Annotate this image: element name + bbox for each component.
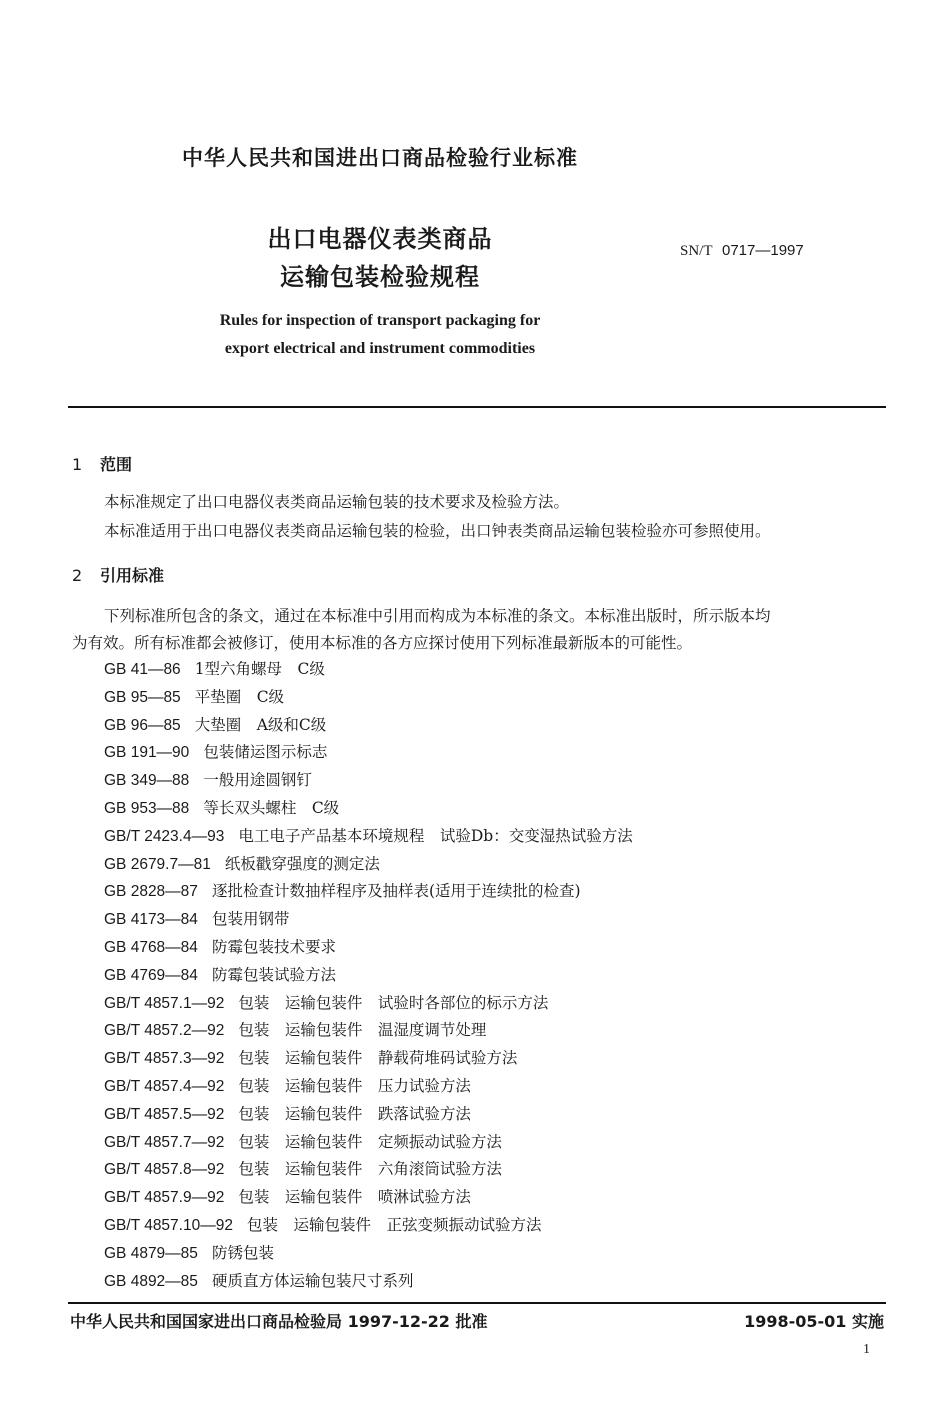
reference-title: 包装储运图示标志 [203,743,328,762]
reference-code: GB/T 4857.1—92 [104,994,225,1012]
reference-item [104,990,884,1018]
reference-code: GB/T 4857.10—92 [104,1216,233,1234]
title-cn-line-1: 出口电器仪表类商品 [267,225,493,253]
reference-code: GB/T 4857.2—92 [104,1022,225,1040]
reference-code: GB 4768—84 [104,938,198,956]
reference-code: GB 191—90 [104,744,190,762]
reference-title: 一般用途圆钢钉 [203,771,312,790]
reference-item [104,795,884,823]
implementation-date: 1998-05-01 实施 [744,1312,884,1331]
section-title: 范围 [100,455,133,474]
scope-paragraph-1: 本标准规定了出口电器仪表类商品运输包装的技术要求及检验方法。 [104,493,570,511]
reference-title: 包装用钢带 [211,910,290,929]
reference-code: GB 4879—85 [104,1244,198,1262]
reference-title: 包装 运输包装件 试验时各部位的标示方法 [238,993,549,1012]
reference-code: GB 4892—85 [104,1272,198,1290]
references-intro-line-1: 下列标准所包含的条文，通过在本标准中引用而构成为本标准的条文。本标准出版时，所示版本均 [104,607,771,625]
reference-item [104,934,884,962]
reference-code: GB 96—85 [104,716,181,734]
reference-code: GB 4173—84 [104,911,198,929]
reference-item [104,878,884,906]
references-intro-line-2: 为有效。所有标准都会被修订，使用本标准的各方应探讨使用下列标准最新版本的可能性。 [72,634,693,652]
reference-item [104,851,884,879]
reference-item [104,1017,884,1045]
reference-item [104,1184,884,1212]
reference-item [104,1129,884,1157]
reference-code: GB 349—88 [104,772,190,790]
reference-item [104,1156,884,1184]
reference-title: 包装 运输包装件 跌落试验方法 [238,1104,471,1123]
title-en-line-1: Rules for inspection of transport packaging for [219,312,541,329]
reference-code: GB 4769—84 [104,966,198,984]
reference-title: 等长双头螺柱 C级 [203,798,340,817]
standard-prefix: SN/T [680,243,713,259]
reference-code: GB/T 4857.9—92 [104,1189,225,1207]
reference-item [104,1045,884,1073]
reference-item [104,656,884,684]
reference-title: 防霉包装技术要求 [211,937,336,956]
standard-code [680,242,804,260]
reference-item [104,767,884,795]
approval-line: 中华人民共和国国家进出口商品检验局 1997-12-22 批准 [70,1312,488,1331]
reference-item [104,712,884,740]
page-number: 1 [863,1342,870,1357]
reference-item [104,1101,884,1129]
reference-title: 电工电子产品基本环境规程 试验Db：交变湿热试验方法 [238,826,633,845]
reference-item [104,906,884,934]
section-title: 引用标准 [100,566,165,585]
reference-code: GB/T 4857.4—92 [104,1077,225,1095]
section-heading-references [72,563,164,586]
reference-title: 包装 运输包装件 正弦变频振动试验方法 [246,1215,542,1234]
reference-title: 防锈包装 [211,1243,274,1262]
issuing-body-header: 中华人民共和国进出口商品检验行业标准 [182,146,578,170]
reference-code: GB/T 4857.5—92 [104,1105,225,1123]
reference-item [104,1268,884,1296]
reference-item [104,739,884,767]
standard-number: 0717—1997 [721,242,804,259]
reference-title: 逐批检查计数抽样程序及抽样表(适用于连续批的检查) [211,882,581,901]
reference-title: 大垫圈 A级和C级 [194,715,327,734]
section-number: 1 [72,455,83,474]
reference-item [104,1240,884,1268]
title-en-line-2: export electrical and instrument commodities [224,340,536,357]
reference-item [104,1073,884,1101]
reference-title: 包装 运输包装件 温湿度调节处理 [238,1021,487,1040]
reference-title: 1型六角螺母 C级 [194,660,325,678]
reference-item [104,823,884,851]
reference-code: GB/T 4857.7—92 [104,1133,225,1151]
reference-title: 包装 运输包装件 六角滚筒试验方法 [238,1160,502,1179]
reference-code: GB/T 2423.4—93 [104,827,225,845]
reference-title: 防霉包装试验方法 [211,965,336,984]
reference-title: 硬质直方体运输包装尺寸系列 [211,1271,414,1290]
reference-code: GB 2679.7—81 [104,855,211,873]
reference-item [104,1212,884,1240]
reference-title: 纸板戳穿强度的测定法 [224,854,380,873]
reference-code: GB/T 4857.3—92 [104,1050,225,1068]
section-heading-scope [72,452,132,475]
footer-divider [68,1302,886,1304]
section-number: 2 [72,566,83,585]
reference-code: GB 2828—87 [104,883,198,901]
reference-title: 包装 运输包装件 压力试验方法 [238,1076,471,1095]
scope-paragraph-2: 本标准适用于出口电器仪表类商品运输包装的检验，出口钟表类商品运输包装检验亦可参照使用。 [104,522,771,540]
reference-code: GB 95—85 [104,688,181,706]
reference-item [104,684,884,712]
header-divider [68,406,886,408]
title-cn-line-2: 运输包装检验规程 [280,263,480,291]
reference-item [104,962,884,990]
reference-list [104,656,884,1295]
reference-title: 包装 运输包装件 喷淋试验方法 [238,1188,471,1207]
reference-title: 包装 运输包装件 定频振动试验方法 [238,1132,502,1151]
reference-title: 平垫圈 C级 [194,687,285,706]
reference-code: GB/T 4857.8—92 [104,1161,225,1179]
reference-code: GB 953—88 [104,799,190,817]
reference-code: GB 41—86 [104,661,181,678]
reference-title: 包装 运输包装件 静载荷堆码试验方法 [238,1049,518,1068]
